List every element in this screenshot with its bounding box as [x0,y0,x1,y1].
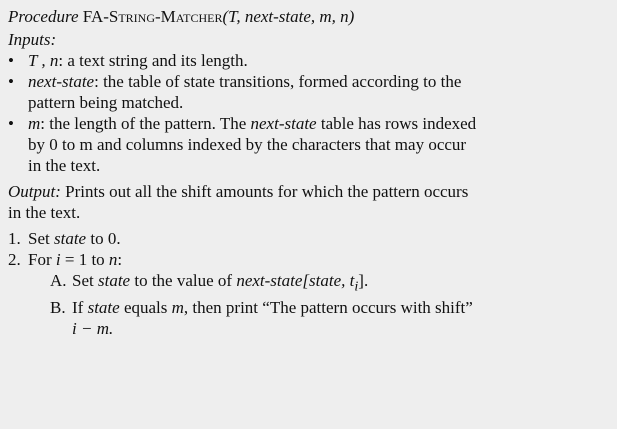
procedure-keyword: Procedure [8,7,79,26]
procedure-name: FA-String-Matcher [82,7,223,26]
list-item: • next-state: the table of state transitions, formed according to the pattern being matched. [8,71,609,113]
steps-list [8,228,609,339]
step-2: 2. For i = 1 to n: A. Set state to the value of next-state[state, $t_i$]. B. If state equals m, then print “The pattern occurs with shift” i − m. [8,249,609,339]
inputs-label: Inputs: [8,30,57,49]
step-2b: B. If state equals m, then print “The pattern occurs with shift” i − m. [50,298,473,339]
procedure-params: (T, next-state, m, n) [222,7,355,26]
output-label: Output: [8,182,61,201]
procedure-title [8,6,609,27]
step-1: 1. Set state to 0. [8,229,121,248]
output-section: Output: Prints out all the shift amounts for which the pattern occurs in the text. [8,182,469,222]
inputs-list [8,50,609,176]
step-2a: A. Set state to the value of next-state[state, $t_i$]. [50,271,369,295]
list-item: • T , n: a text string and its length. [8,50,609,71]
list-item: • m: the length of the pattern. The next-state table has rows indexed by 0 to m and columns indexed by the characters that may occur in the text. [8,113,609,176]
substeps-list [28,270,609,339]
